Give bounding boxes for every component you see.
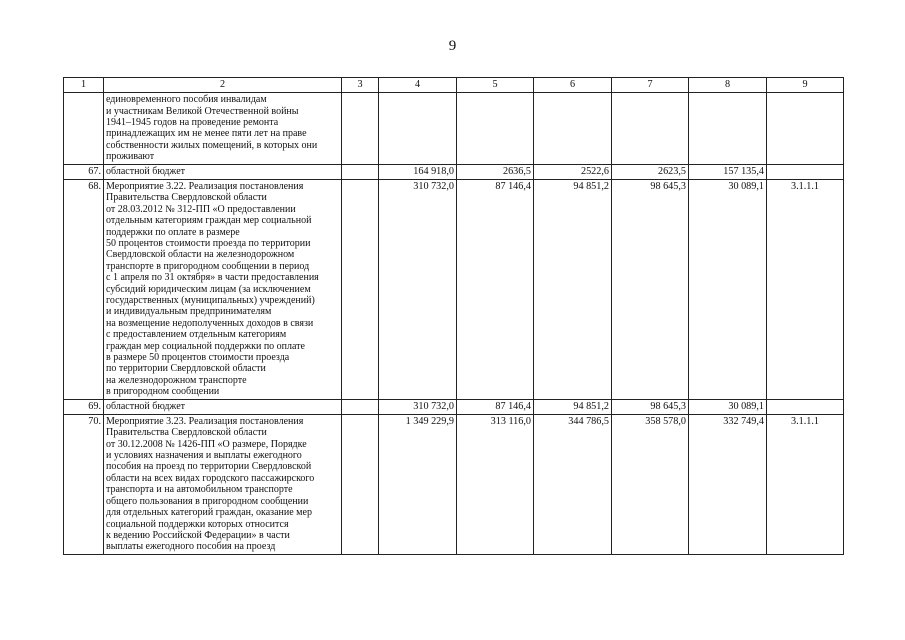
description-line: Мероприятие 3.23. Реализация постановления — [106, 415, 304, 427]
description-line: областной бюджет — [106, 165, 186, 177]
table-row — [64, 399, 844, 414]
year-value — [457, 93, 534, 164]
description-line: на железнодорожном транспорте — [106, 374, 247, 386]
description-line: по территории Свердловской области — [106, 363, 266, 375]
description-line: собственности жилых помещений, в которых они — [106, 139, 318, 151]
target-code: 3.1.1.1 — [767, 179, 844, 399]
description-line: поддержки по оплате в размере — [106, 226, 240, 238]
column-number: 5 — [457, 78, 534, 93]
target-code — [767, 399, 844, 414]
description-line: отдельным категориям граждан мер социальной — [106, 215, 312, 227]
total-value: 310 732,0 — [379, 179, 457, 399]
description-line: субсидий юридическим лицам (за исключением — [106, 283, 311, 295]
description-line: граждан мер социальной поддержки по оплате — [106, 340, 305, 352]
row-index: 67. — [64, 164, 104, 179]
col3-value — [342, 414, 379, 554]
row-description — [104, 179, 342, 399]
column-number: 3 — [342, 78, 379, 93]
column-number: 8 — [689, 78, 767, 93]
description-line: социальной поддержки которых относится — [106, 518, 289, 530]
year-value: 87 146,4 — [457, 179, 534, 399]
description-line: транспорта и на автомобильном транспорте — [106, 484, 293, 496]
year-value: 2636,5 — [457, 164, 534, 179]
description-line: государственных (муниципальных) учреждений) — [106, 294, 315, 306]
description-line: единовременного пособия инвалидам — [106, 94, 267, 106]
year-value: 332 749,4 — [689, 414, 767, 554]
description-line: от 30.12.2008 № 1426-ПП «О размере, Порядке — [106, 438, 307, 450]
description-line: Правительства Свердловской области — [106, 192, 267, 204]
row-description — [104, 399, 342, 414]
target-code — [767, 164, 844, 179]
year-value: 94 851,2 — [534, 179, 612, 399]
description-line: принадлежащих им не менее пяти лет на праве — [106, 128, 307, 140]
year-value: 2623,5 — [612, 164, 689, 179]
year-value: 157 135,4 — [689, 164, 767, 179]
description-line: к ведению Российской Федерации» в части — [106, 529, 290, 541]
row-description — [104, 93, 342, 164]
description-line: 1941–1945 годов на проведение ремонта — [106, 117, 279, 129]
col3-value — [342, 179, 379, 399]
description-line: с предоставлением отдельным категориям — [106, 329, 287, 341]
column-number: 7 — [612, 78, 689, 93]
budget-table — [63, 77, 844, 555]
year-value: 30 089,1 — [689, 179, 767, 399]
total-value: 310 732,0 — [379, 399, 457, 414]
col3-value — [342, 93, 379, 164]
col3-value — [342, 164, 379, 179]
table-row — [64, 179, 844, 399]
description-line: в размере 50 процентов стоимости проезда — [106, 352, 290, 363]
year-value: 313 116,0 — [457, 414, 534, 554]
description-line: транспорте в пригородном сообщении в период — [106, 260, 310, 272]
description-line: от 28.03.2012 № 312-ПП «О предоставлении — [106, 203, 296, 215]
total-value: 164 918,0 — [379, 164, 457, 179]
description-line: пособия на проезд по территории Свердловской — [106, 461, 312, 473]
table-row — [64, 414, 844, 554]
column-number: 4 — [379, 78, 457, 93]
year-value — [612, 93, 689, 164]
description-line: Мероприятие 3.22. Реализация постановления — [106, 180, 304, 192]
page-number: 9 — [448, 38, 457, 54]
description-line: в пригородном сообщении — [106, 386, 220, 398]
row-index: 70. — [64, 414, 104, 554]
description-line: и индивидуальным предпринимателям — [106, 306, 272, 318]
row-index: 68. — [64, 179, 104, 399]
description-line: выплаты ежегодного пособия на проезд — [106, 541, 276, 553]
row-description — [104, 414, 342, 554]
year-value: 94 851,2 — [534, 399, 612, 414]
row-index: 69. — [64, 399, 104, 414]
table-row — [64, 164, 844, 179]
description-line: общего пользования в пригородном сообщении — [106, 495, 309, 507]
description-line: области на всех видах городского пассажирского — [106, 472, 315, 484]
column-number: 9 — [767, 78, 844, 93]
year-value — [689, 93, 767, 164]
table-row — [64, 93, 844, 164]
total-value — [379, 93, 457, 164]
column-number-row — [64, 78, 844, 93]
description-line: областной бюджет — [106, 400, 186, 412]
description-line: Свердловской области на железнодорожном — [106, 249, 295, 261]
description-line: для отдельных категорий граждан, оказание мер — [106, 507, 312, 519]
year-value: 344 786,5 — [534, 414, 612, 554]
description-line: на возмещение недополученных доходов в связи — [106, 317, 314, 329]
year-value — [534, 93, 612, 164]
total-value: 1 349 229,9 — [379, 414, 457, 554]
description-line: проживают — [106, 151, 155, 163]
year-value: 30 089,1 — [689, 399, 767, 414]
description-line: Правительства Свердловской области — [106, 427, 267, 439]
year-value: 98 645,3 — [612, 399, 689, 414]
target-code — [767, 93, 844, 164]
column-number: 1 — [64, 78, 104, 93]
description-line: с 1 апреля по 31 октября» в части предоставления — [106, 272, 319, 284]
year-value: 358 578,0 — [612, 414, 689, 554]
year-value: 87 146,4 — [457, 399, 534, 414]
col3-value — [342, 399, 379, 414]
description-line: 50 процентов стоимости проезда по территории — [106, 237, 311, 249]
description-line: и условиях назначения и выплаты ежегодного — [106, 450, 302, 462]
column-number: 2 — [104, 78, 342, 93]
year-value: 98 645,3 — [612, 179, 689, 399]
row-description — [104, 164, 342, 179]
year-value: 2522,6 — [534, 164, 612, 179]
column-number: 6 — [534, 78, 612, 93]
description-line: и участникам Великой Отечественной войны — [106, 105, 299, 117]
target-code: 3.1.1.1 — [767, 414, 844, 554]
row-index — [64, 93, 104, 164]
